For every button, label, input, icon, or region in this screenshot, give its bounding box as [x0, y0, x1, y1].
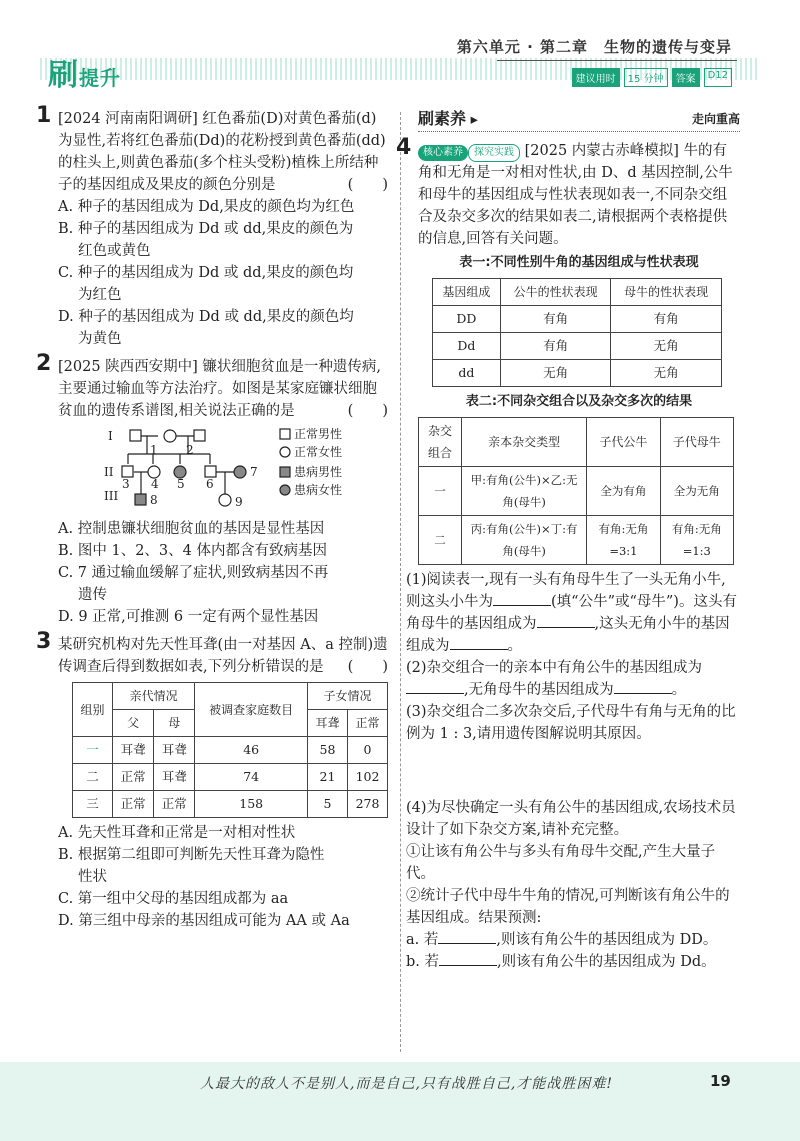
id-6: 6 — [206, 477, 214, 491]
option-a[interactable]: A. 控制患镰状细胞贫血的基因是显性基因 — [58, 521, 325, 537]
p4d2-text: ,则该有角公牛的基因组成为 Dd。 — [497, 954, 716, 970]
answer-page: D12 — [704, 68, 732, 87]
page-number: 19 — [710, 1072, 731, 1090]
section-header — [418, 108, 740, 132]
answer-label: 答案 — [672, 68, 700, 87]
option-c-line1: C. 7 通过输血缓解了症状,则致病基因不再 — [58, 565, 329, 581]
table-row — [419, 516, 734, 565]
cell: dd — [433, 360, 501, 387]
section-title: 刷素养 — [418, 109, 467, 128]
th-father: 父 — [112, 710, 153, 737]
option-b-line1: B. 种子的基因组成为 Dd 或 dd,果皮的颜色为 — [58, 221, 354, 237]
question-number: 2 — [36, 351, 52, 376]
logo-sub: 提升 — [79, 66, 121, 90]
cell: 耳聋 — [154, 764, 195, 791]
option-d-line1: D. 种子的基因组成为 Dd 或 dd,果皮的颜色均 — [58, 309, 354, 325]
table1 — [432, 278, 722, 387]
option-b-line1: B. 根据第二组即可判断先天性耳聋为隐性 — [58, 847, 325, 863]
th-normal: 正常 — [347, 710, 387, 737]
tag-core: 核心素养 — [418, 145, 468, 161]
option-b[interactable]: B. 图中 1、2、3、4 体内都含有致病基因 — [58, 543, 327, 559]
page-header — [0, 0, 800, 95]
p4d1-text: b. 若 — [406, 954, 440, 970]
cell: 无角 — [500, 360, 611, 387]
part-2 — [406, 657, 740, 701]
option-b[interactable] — [58, 218, 388, 262]
cell: 0 — [347, 737, 387, 764]
option-a[interactable]: A. 种子的基因组成为 Dd,果皮的颜色均为红色 — [58, 199, 355, 215]
left-column — [36, 103, 388, 938]
survey-table — [72, 682, 388, 818]
cell: 一 — [419, 467, 462, 516]
part-4a: ①让该有角公牛与多头有角母牛交配,产生大量子代。 — [406, 844, 716, 882]
id-7: 7 — [250, 465, 258, 479]
option-c-line2: 为红色 — [78, 287, 122, 303]
th: 子代母牛 — [660, 418, 733, 467]
cell: 正常 — [112, 764, 153, 791]
question-number: 3 — [36, 629, 52, 654]
id-2: 2 — [186, 443, 194, 457]
member-9 — [219, 494, 231, 506]
chapter-underline — [497, 60, 737, 61]
part-4b: ②统计子代中母牛牛角的情况,可判断该有角公牛的基因组成。结果预测: — [406, 888, 730, 926]
answer-paren: ( ) — [347, 659, 388, 675]
part-4c — [406, 929, 740, 951]
logo-main: 刷 — [48, 58, 79, 93]
gen-2-label: II — [104, 465, 114, 479]
p2-text: (2)杂交组合一的亲本中有角公牛的基因组成为 — [406, 660, 703, 676]
id-9: 9 — [235, 495, 243, 509]
section-right: 走向重高 — [691, 112, 740, 126]
question-1 — [36, 103, 388, 350]
legend-normal-female: 正常女性 — [294, 445, 343, 459]
th-child: 子女情况 — [308, 683, 388, 710]
p4c1-text: a. 若 — [406, 932, 439, 948]
table-row — [419, 467, 734, 516]
question-number: 4 — [396, 135, 412, 160]
id-8: 8 — [150, 493, 158, 507]
option-c-line2: 遗传 — [78, 587, 107, 603]
column-divider — [400, 112, 401, 1052]
cell: 有角 — [500, 306, 611, 333]
part-1 — [406, 569, 740, 657]
blank-1[interactable] — [493, 591, 551, 606]
cell: 正常 — [112, 791, 153, 818]
legend-affected-male: 患病男性 — [294, 465, 343, 479]
question-4 — [396, 135, 740, 973]
member-8 — [135, 494, 146, 505]
blank-6[interactable] — [438, 929, 496, 944]
tag-practice: 探究实践 — [468, 144, 520, 162]
cell: 无角 — [611, 360, 722, 387]
blank-5[interactable] — [614, 679, 672, 694]
option-c-line1: C. 种子的基因组成为 Dd 或 dd,果皮的颜色均 — [58, 265, 354, 281]
cell: 有角 — [500, 333, 611, 360]
option-c[interactable] — [58, 562, 388, 606]
cell: 耳聋 — [112, 737, 153, 764]
blank-4[interactable] — [406, 679, 464, 694]
table-row — [73, 737, 388, 764]
th-parent: 亲代情况 — [112, 683, 194, 710]
cell: 二 — [73, 764, 113, 791]
part-3: (3)杂交组合二多次杂交后,子代母牛有角与无角的比例为 1 : 3,请用遗传图解说明其原因。 — [406, 704, 736, 742]
p2b-text: ,无角母牛的基因组成为 — [464, 682, 614, 698]
cell: 有角:无角=1:3 — [660, 516, 733, 565]
answer-paren: ( ) — [347, 403, 388, 419]
right-column — [396, 108, 740, 979]
p1-text: (1)阅读表一,现有一头有角母牛生了一头无角小牛,则这头小牛为 — [406, 572, 726, 610]
member-6 — [205, 466, 216, 477]
cell: 耳聋 — [154, 737, 195, 764]
table2-title: 表二:不同杂交组合以及杂交多次的结果 — [465, 394, 693, 409]
time-value: 15 分钟 — [624, 68, 668, 87]
th: 母牛的性状表现 — [611, 279, 722, 306]
cell: 甲:有角(公牛)×乙:无角(母牛) — [462, 467, 587, 516]
question-text: [2025 内蒙古赤峰模拟] 牛的有角和无角是一对相对性状,由 D、d 基因控制,公牛和母牛的基因组成与性状表现如表一,不同杂交组合及杂交多次的结果如表二,请根据两个表格提供的信息,回答有关问题。 — [418, 143, 733, 247]
logo — [48, 50, 121, 94]
id-5: 5 — [177, 477, 185, 491]
cell: 有角 — [611, 306, 722, 333]
question-text: [2024 河南南阳调研] 红色番茄(D)对黄色番茄(d)为显性,若将红色番茄(Dd)的花粉授到黄色番茄(dd)的柱头上,则黄色番茄(多个柱头受粉)植株上所结种子的基因组成及果皮的颜色分别是 — [58, 111, 386, 193]
legend-affected-female: 患病女性 — [294, 483, 343, 497]
cell: 74 — [195, 764, 308, 791]
cell: 全为无角 — [660, 467, 733, 516]
question-number: 1 — [36, 103, 52, 128]
part-4: (4)为尽快确定一头有角公牛的基因组成,农场技术员设计了如下杂交方案,请补充完整。 — [406, 800, 736, 838]
pedigree-legend — [280, 429, 290, 495]
cell: 21 — [308, 764, 348, 791]
table-row — [73, 791, 388, 818]
option-d[interactable] — [58, 306, 388, 350]
time-box — [572, 68, 732, 87]
question-text: 某研究机构对先天性耳聋(由一对基因 A、a 控制)遗传调查后得到数据如表,下列分析错误的是 — [58, 637, 388, 675]
option-b-line2: 性状 — [78, 869, 107, 885]
cell: 158 — [195, 791, 308, 818]
th: 公牛的性状表现 — [500, 279, 611, 306]
p1b-text: (填“公牛”或“母牛”)。这头有角母牛的基因组成为 — [406, 594, 737, 632]
gen-3-label: III — [104, 489, 119, 503]
p1c-text: ,这头无角小牛的基因组成为 — [406, 616, 730, 654]
id-1: 1 — [150, 443, 158, 457]
blank-7[interactable] — [439, 951, 497, 966]
pedigree-chart — [58, 424, 388, 516]
th-group: 组别 — [73, 683, 113, 737]
id-4: 4 — [151, 477, 159, 491]
th: 亲本杂交类型 — [462, 418, 587, 467]
chapter-title: 第六单元 · 第二章 生物的遗传与变异 — [456, 38, 732, 56]
cell: DD — [433, 306, 501, 333]
th: 基因组成 — [433, 279, 501, 306]
member-7 — [234, 466, 246, 478]
answer-paren: ( ) — [347, 177, 388, 193]
cell: 三 — [73, 791, 113, 818]
cell: 二 — [419, 516, 462, 565]
cell: 正常 — [154, 791, 195, 818]
cell: Dd — [433, 333, 501, 360]
member-2 — [164, 430, 176, 442]
table-row — [433, 306, 722, 333]
th: 子代公牛 — [587, 418, 660, 467]
member-2b — [194, 430, 205, 441]
member-3 — [122, 466, 133, 477]
blank-3[interactable] — [450, 635, 508, 650]
legend-normal-male: 正常男性 — [294, 427, 343, 441]
cell: 5 — [308, 791, 348, 818]
footer-motto: 人最大的敌人不是别人,而是自己,只有战胜自己,才能战胜困难! — [200, 1076, 613, 1092]
question-text: [2025 陕西西安期中] 镰状细胞贫血是一种遗传病,主要通过输血等方法治疗。如图是某家庭镰状细胞贫血的遗传系谱图,相关说法正确的是 — [58, 359, 382, 419]
option-d[interactable]: D. 第三组中母亲的基因组成可能为 AA 或 Aa — [58, 913, 350, 929]
th-deaf: 耳聋 — [308, 710, 348, 737]
blank-2[interactable] — [537, 613, 595, 628]
option-a[interactable]: A. 先天性耳聋和正常是一对相对性状 — [58, 825, 296, 841]
part-4d — [406, 951, 740, 973]
table-row — [73, 764, 388, 791]
member-1 — [130, 430, 141, 441]
table-row — [433, 333, 722, 360]
option-d[interactable]: D. 9 正常,可推测 6 一定有两个显性基因 — [58, 609, 319, 625]
table1-title: 表一:不同性别牛角的基因组成与性状表现 — [459, 255, 699, 270]
id-3: 3 — [122, 477, 130, 491]
option-c[interactable]: C. 第一组中父母的基因组成都为 aa — [58, 891, 289, 907]
option-d-line2: 为黄色 — [78, 331, 122, 347]
cell: 58 — [308, 737, 348, 764]
p2c-text: 。 — [671, 682, 687, 698]
gen-1-label: I — [108, 429, 113, 443]
cell: 46 — [195, 737, 308, 764]
table2 — [418, 417, 734, 565]
cell: 一 — [73, 737, 113, 764]
cell: 丙:有角(公牛)×丁:有角(母牛) — [462, 516, 587, 565]
cell: 有角:无角=3:1 — [587, 516, 660, 565]
p1d-text: 。 — [507, 638, 522, 654]
p4c2-text: ,则该有角公牛的基因组成为 DD。 — [496, 932, 718, 948]
question-2 — [36, 351, 388, 628]
th: 杂交组合 — [419, 418, 462, 467]
table-row — [433, 360, 722, 387]
th-mother: 母 — [154, 710, 195, 737]
option-c[interactable] — [58, 262, 388, 306]
th-count: 被调查家庭数目 — [195, 683, 308, 737]
time-label: 建议用时 — [572, 68, 620, 87]
cell: 278 — [347, 791, 387, 818]
question-3 — [36, 629, 388, 932]
cell: 全为有角 — [587, 467, 660, 516]
section-arrow-icon: ▸ — [470, 112, 478, 128]
option-b-line2: 红色或黄色 — [78, 243, 151, 259]
option-b[interactable] — [58, 844, 388, 888]
cell: 102 — [347, 764, 387, 791]
cell: 无角 — [611, 333, 722, 360]
